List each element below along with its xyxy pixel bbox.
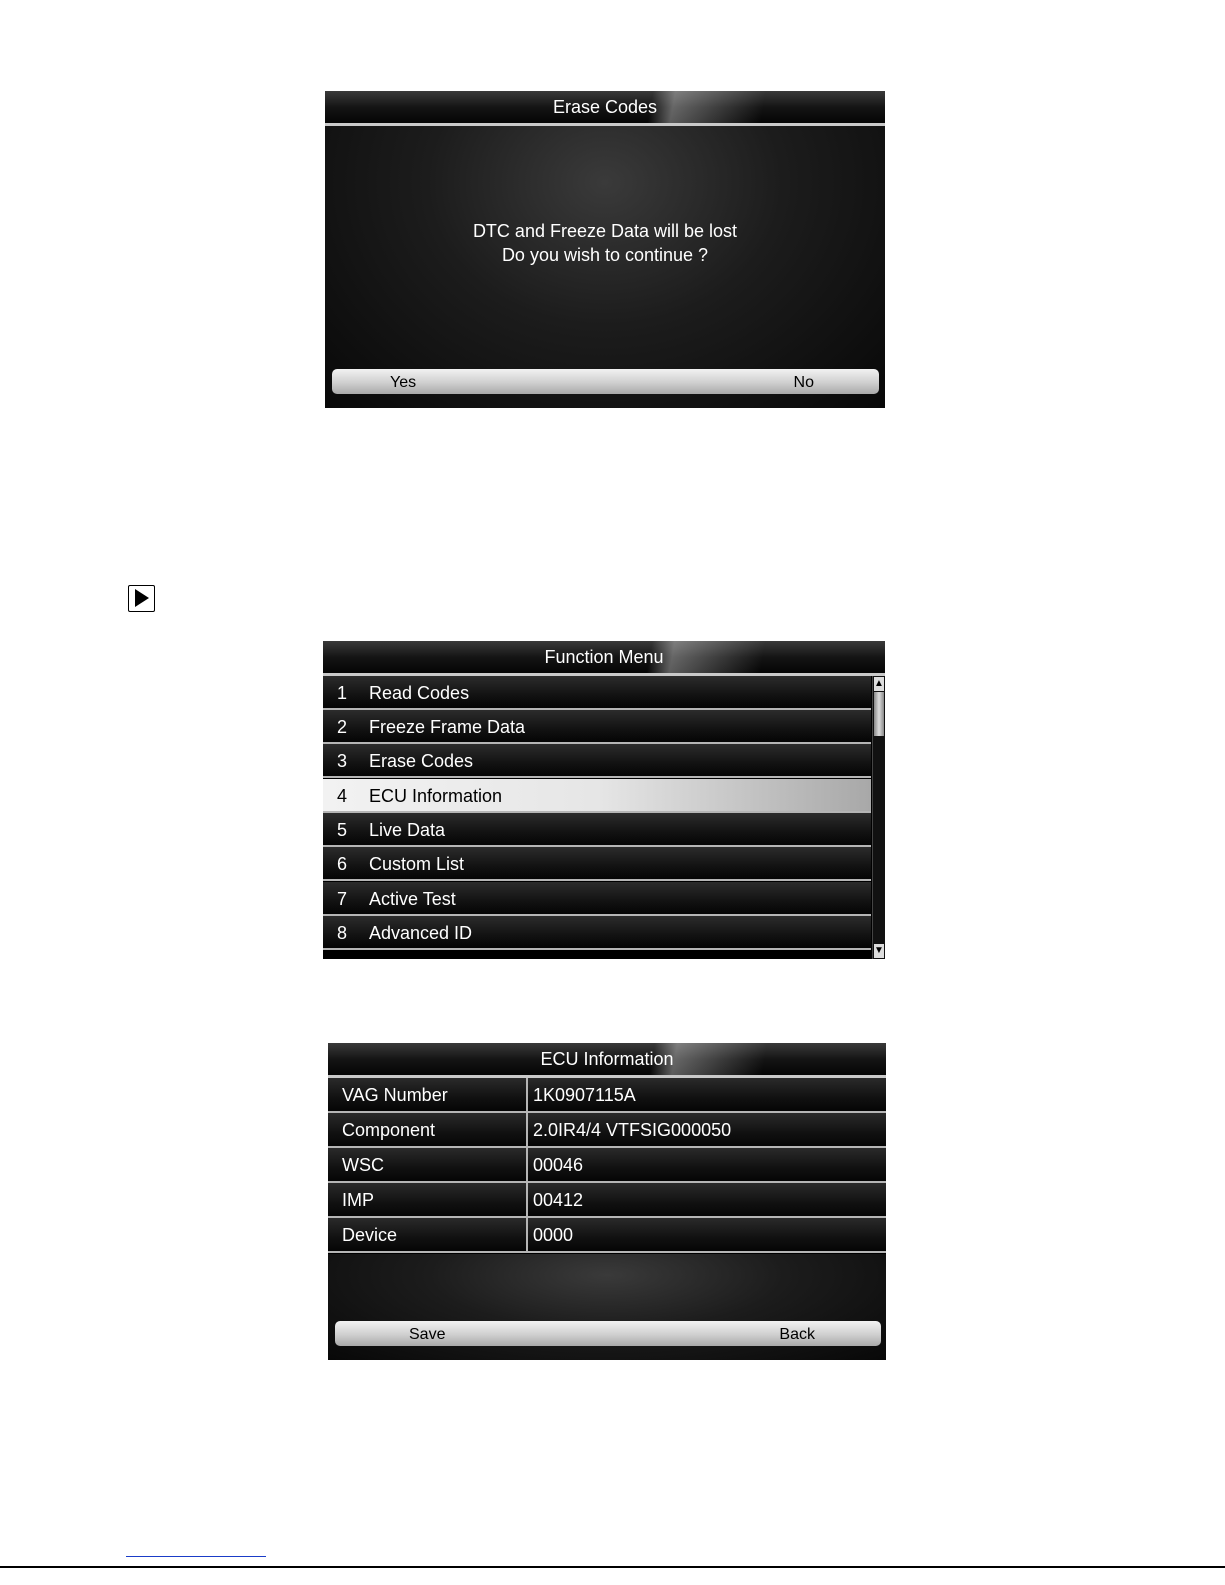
menu-item-label: Freeze Frame Data bbox=[369, 717, 526, 737]
ecu-row-imp bbox=[328, 1183, 886, 1218]
menu-item-label: Erase Codes bbox=[369, 751, 474, 771]
footer-link-underline bbox=[126, 1556, 266, 1557]
menu-scrollbar[interactable] bbox=[872, 676, 885, 959]
menu-item-number: 6 bbox=[337, 854, 348, 874]
ecu-information-screen bbox=[328, 1043, 886, 1360]
ecu-row-key: WSC bbox=[342, 1155, 384, 1175]
function-menu-screen bbox=[323, 641, 885, 959]
ecu-row-component bbox=[328, 1113, 886, 1148]
erase-codes-screen bbox=[325, 91, 885, 408]
no-button[interactable]: No bbox=[793, 374, 814, 391]
menu-item-erase-codes[interactable] bbox=[323, 744, 871, 778]
ecu-row-wsc bbox=[328, 1148, 886, 1183]
erase-codes-title: Erase Codes bbox=[325, 91, 885, 126]
ecu-row-key: VAG Number bbox=[342, 1085, 448, 1105]
menu-item-label: Custom List bbox=[369, 854, 465, 874]
menu-item-number: 1 bbox=[337, 683, 348, 703]
play-step-icon bbox=[128, 585, 155, 612]
warning-message-line2: Do you wish to continue ? bbox=[501, 245, 709, 265]
scroll-up-arrow-icon[interactable]: ▲ bbox=[874, 678, 884, 689]
column-divider bbox=[526, 1183, 528, 1216]
menu-item-active-test[interactable] bbox=[323, 882, 871, 916]
menu-item-number: 2 bbox=[337, 717, 348, 737]
menu-item-label: ECU Information bbox=[369, 786, 503, 806]
menu-item-number: 5 bbox=[337, 820, 348, 840]
function-menu-list bbox=[323, 676, 871, 959]
menu-item-custom-list[interactable] bbox=[323, 847, 871, 881]
ecu-row-value: 0000 bbox=[533, 1225, 574, 1245]
function-menu-title: Function Menu bbox=[323, 641, 885, 676]
ecu-info-table bbox=[328, 1078, 886, 1254]
menu-item-label: Advanced ID bbox=[369, 923, 473, 943]
menu-item-number: 3 bbox=[337, 751, 348, 771]
menu-item-number: 8 bbox=[337, 923, 348, 943]
save-button[interactable]: Save bbox=[409, 1326, 446, 1343]
column-divider bbox=[526, 1148, 528, 1181]
back-button[interactable]: Back bbox=[779, 1326, 815, 1343]
ecu-row-key: Component bbox=[342, 1120, 436, 1140]
ecu-row-vag-number bbox=[328, 1078, 886, 1113]
menu-item-label: Read Codes bbox=[369, 683, 470, 703]
menu-item-freeze-frame-data[interactable] bbox=[323, 710, 871, 744]
erase-button-bar bbox=[332, 369, 879, 394]
menu-item-number: 4 bbox=[337, 786, 348, 806]
ecu-empty-area bbox=[328, 1254, 886, 1360]
ecu-row-value: 1K0907115A bbox=[533, 1085, 636, 1105]
menu-item-label: Active Test bbox=[369, 889, 456, 909]
scroll-thumb[interactable] bbox=[874, 692, 884, 736]
ecu-row-value: 00412 bbox=[533, 1190, 584, 1210]
ecu-row-value: 00046 bbox=[533, 1155, 584, 1175]
ecu-information-title: ECU Information bbox=[328, 1043, 886, 1078]
menu-item-ecu-information[interactable] bbox=[323, 779, 871, 813]
menu-item-label: Live Data bbox=[369, 820, 446, 840]
ecu-row-device bbox=[328, 1218, 886, 1253]
ecu-row-key: Device bbox=[342, 1225, 398, 1245]
footer-rule bbox=[0, 1566, 1225, 1568]
scroll-down-arrow-icon[interactable]: ▼ bbox=[874, 945, 884, 956]
ecu-button-bar bbox=[335, 1321, 881, 1346]
warning-message-line1: DTC and Freeze Data will be lost bbox=[472, 221, 738, 241]
menu-item-advanced-id[interactable] bbox=[323, 916, 871, 950]
ecu-row-key: IMP bbox=[342, 1190, 375, 1210]
menu-item-live-data[interactable] bbox=[323, 813, 871, 847]
erase-codes-body bbox=[325, 126, 885, 408]
menu-item-read-codes[interactable] bbox=[323, 676, 871, 710]
yes-button[interactable]: Yes bbox=[390, 374, 417, 391]
column-divider bbox=[526, 1078, 528, 1111]
column-divider bbox=[526, 1218, 528, 1251]
column-divider bbox=[526, 1113, 528, 1146]
menu-item-number: 7 bbox=[337, 889, 348, 909]
ecu-row-value: 2.0IR4/4 VTFSIG000050 bbox=[533, 1120, 732, 1140]
